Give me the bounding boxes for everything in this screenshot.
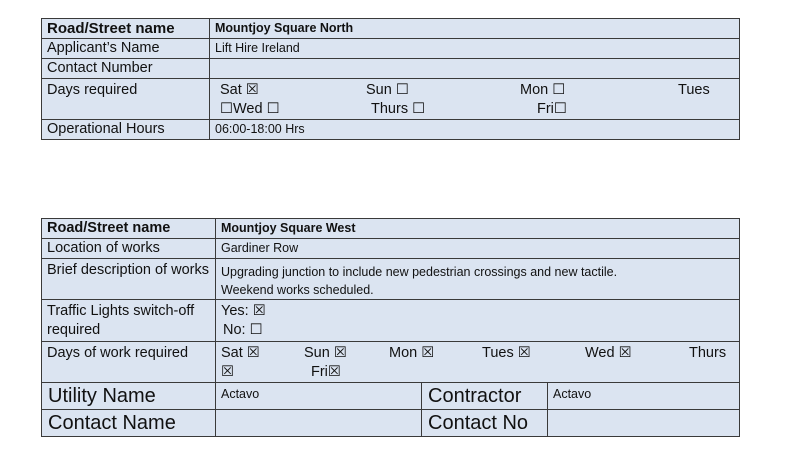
road-name-value: Mountjoy Square North: [210, 19, 740, 39]
table-row: [42, 259, 740, 300]
days-of-work-value: [216, 342, 740, 383]
contact-name-value: [216, 410, 422, 437]
operational-hours-label: Operational Hours: [42, 120, 210, 140]
contractor-value: Actavo: [548, 383, 740, 410]
day-mon: Mon ☒: [389, 345, 435, 361]
road-name-value: Mountjoy Square West: [216, 219, 740, 239]
contact-number-label: Contact Number: [42, 59, 210, 79]
days-of-work-label: Days of work required: [42, 342, 216, 383]
days-required-label: Days required: [42, 79, 210, 120]
table-row: [42, 59, 740, 79]
day-sat: Sat ☒: [220, 82, 259, 98]
description-value: Upgrading junction to include new pedestrian crossings and new tactile. Weekend works scheduled.: [216, 259, 740, 300]
table-row: [42, 19, 740, 39]
table-row: [42, 342, 740, 383]
day-wed: ☐Wed ☐: [220, 101, 280, 117]
utility-name-value: Actavo: [216, 383, 422, 410]
days-required-value: [210, 79, 740, 120]
description-label: Brief description of works: [42, 259, 216, 300]
day-thurs: Thurs: [689, 345, 727, 361]
table-row: [42, 39, 740, 59]
table-row: [42, 410, 740, 437]
traffic-lights-label: Traffic Lights switch-off required: [42, 300, 216, 342]
day-tues: Tues: [678, 82, 710, 98]
contact-number-value: [210, 59, 740, 79]
day-wed: Wed ☒: [585, 345, 632, 361]
works-table-west: [41, 218, 740, 437]
contact-no-value: [548, 410, 740, 437]
day-fri: Fri☒: [311, 364, 341, 380]
day-mon: Mon ☐: [520, 82, 566, 98]
road-name-label: Road/Street name: [42, 19, 210, 39]
table-row: [42, 383, 740, 410]
operational-hours-value: 06:00-18:00 Hrs: [210, 120, 740, 140]
contact-name-label: Contact Name: [42, 410, 216, 437]
contractor-label: Contractor: [422, 383, 548, 410]
table-row: [42, 79, 740, 120]
road-name-label: Road/Street name: [42, 219, 216, 239]
applicant-name-label: Applicant’s Name: [42, 39, 210, 59]
day-thurs-checkbox: ☒: [221, 364, 234, 380]
table-row: [42, 219, 740, 239]
day-fri: Fri☐: [537, 101, 567, 117]
utility-name-label: Utility Name: [42, 383, 216, 410]
table-row: [42, 300, 740, 342]
day-sat: Sat ☒: [221, 345, 260, 361]
table-row: [42, 120, 740, 140]
applicant-name-value: Lift Hire Ireland: [210, 39, 740, 59]
day-tues: Tues ☒: [482, 345, 531, 361]
day-thurs: Thurs ☐: [371, 101, 426, 117]
traffic-lights-value: [216, 300, 740, 342]
day-sun: Sun ☒: [304, 345, 347, 361]
day-sun: Sun ☐: [366, 82, 409, 98]
location-label: Location of works: [42, 239, 216, 259]
table-row: [42, 239, 740, 259]
location-value: Gardiner Row: [216, 239, 740, 259]
works-table-north: [41, 18, 740, 140]
traffic-lights-yes: Yes: ☒: [221, 303, 266, 319]
contact-no-label: Contact No: [422, 410, 548, 437]
traffic-lights-no: No: ☐: [223, 322, 263, 338]
